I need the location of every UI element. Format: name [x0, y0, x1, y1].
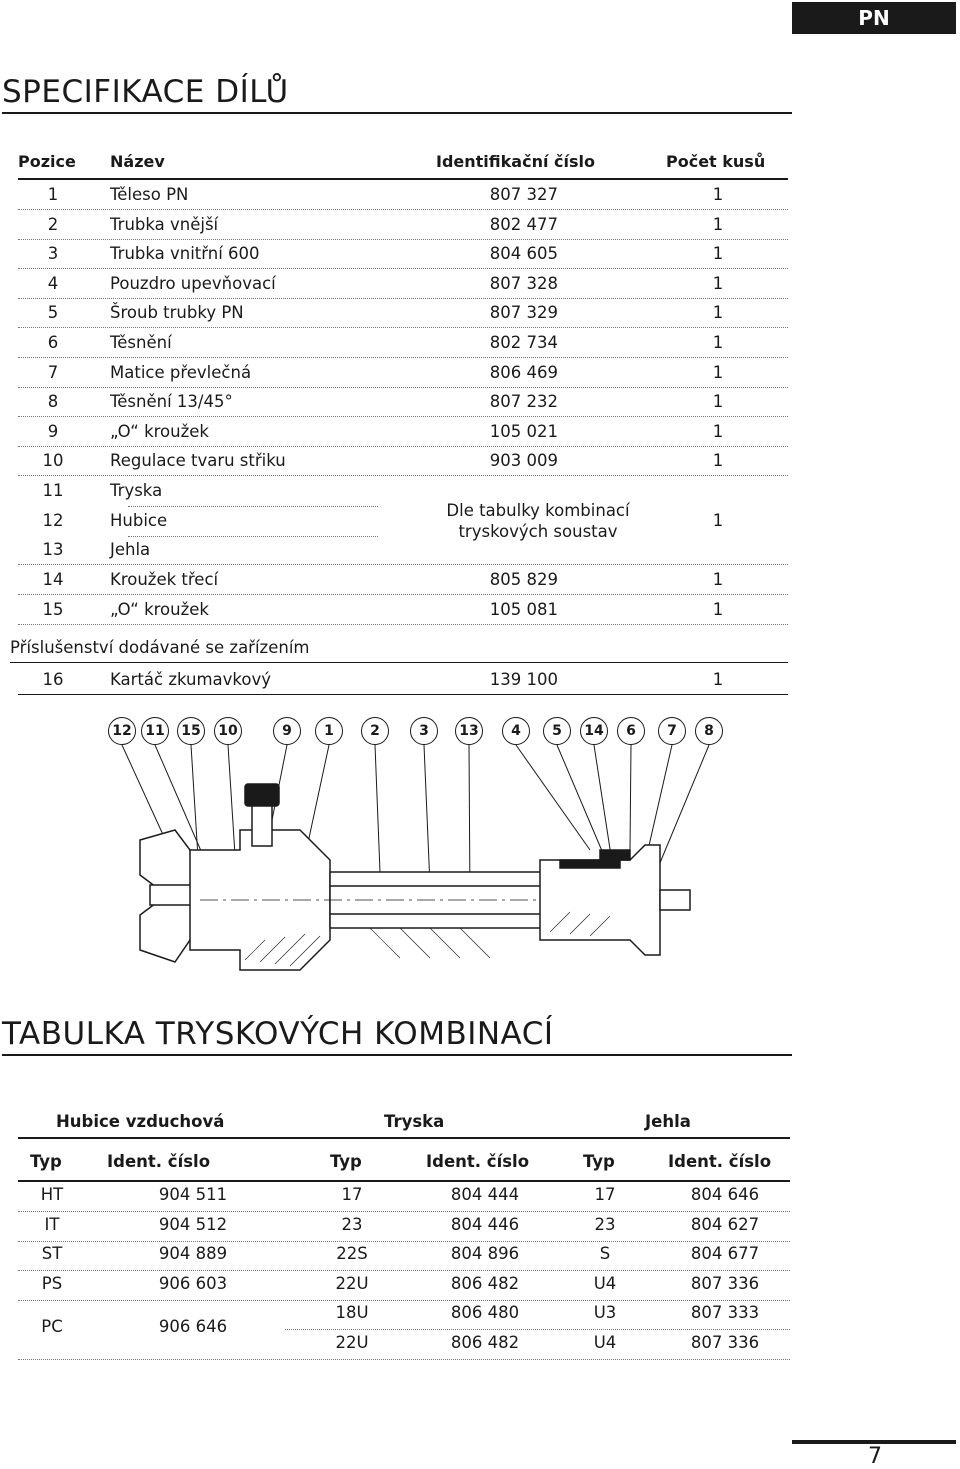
combo-subheader: Typ	[330, 1152, 362, 1171]
row-name: „O“ kroužek	[110, 599, 209, 619]
parts-row	[18, 210, 788, 240]
row-id: 903 009	[489, 451, 558, 471]
row-id: 806 469	[489, 362, 558, 382]
callout-circle: 8	[695, 717, 723, 745]
row-id: 105 081	[489, 599, 558, 619]
callout-circle: 14	[580, 717, 608, 745]
row-qty: 1	[712, 303, 724, 323]
row-qty: 1	[712, 333, 724, 352]
row-name: Kartáč zkumavkový	[110, 670, 272, 689]
combo-cell: PC	[41, 1317, 63, 1337]
combo-cell: 22U	[335, 1333, 369, 1352]
combo-cell: 17	[594, 1185, 616, 1204]
col-header-id: Identifikační číslo	[436, 152, 595, 171]
group-divider	[128, 505, 378, 507]
row-name: Pouzdro upevňovací	[110, 273, 276, 293]
combo-cell: 906 603	[158, 1273, 228, 1293]
combo-cell: 804 677	[690, 1244, 760, 1264]
row-qty: 1	[712, 670, 724, 689]
row-qty: 1	[712, 244, 724, 264]
combo-cell: 904 512	[158, 1214, 228, 1234]
row-pos: 14	[42, 570, 64, 589]
combo-cell: 904 511	[158, 1185, 228, 1204]
combo-cell: U4	[593, 1333, 617, 1352]
row-id: 802 734	[489, 333, 558, 352]
parts-row	[18, 328, 788, 358]
row-pos: 3	[47, 244, 59, 264]
combo-cell: 804 646	[690, 1185, 760, 1204]
parts-row	[18, 387, 788, 417]
combo-cell: 806 480	[450, 1303, 520, 1323]
combo-row-divider	[285, 1328, 790, 1330]
callout-circle: 2	[361, 717, 389, 745]
row-name: Šroub trubky PN	[110, 303, 244, 323]
row-qty: 1	[712, 214, 724, 234]
combo-subheader: Typ	[30, 1152, 62, 1171]
row-pos: 9	[47, 421, 59, 441]
row-name: Trubka vnější	[110, 214, 219, 234]
combo-cell: 17	[341, 1185, 363, 1204]
row-pos: 13	[42, 540, 64, 559]
row-name: Matice převlečná	[110, 362, 252, 382]
combo-cell: 804 446	[450, 1214, 520, 1234]
accessories-rule	[10, 662, 788, 663]
combo-cell: 18U	[335, 1303, 369, 1323]
row-pos: 2	[47, 214, 59, 234]
combo-row-divider	[18, 1269, 790, 1271]
combo-subheader: Ident. číslo	[426, 1152, 530, 1171]
row-pos: 7	[47, 362, 59, 382]
row-qty: 1	[712, 392, 724, 412]
parts-row	[18, 595, 788, 625]
row-qty: 1	[712, 421, 724, 441]
row-name: Těleso PN	[110, 185, 189, 204]
row-name: Hubice	[110, 511, 168, 530]
row-id: 105 021	[489, 421, 558, 441]
col-header-pos: Pozice	[18, 152, 76, 171]
parts-row	[18, 269, 788, 299]
combo-cell: S	[599, 1244, 611, 1264]
row-pos: 1	[47, 185, 59, 204]
row-name: Tryska	[110, 481, 163, 500]
combo-cell: 804 896	[450, 1244, 520, 1264]
group-id-note	[408, 500, 668, 542]
row-qty: 1	[712, 185, 724, 204]
row-pos: 4	[47, 273, 59, 293]
combo-cell: 806 482	[450, 1333, 520, 1352]
group-divider	[128, 535, 378, 537]
row-qty: 1	[712, 451, 724, 471]
accessories-title: Příslušenství dodávané se zařízením	[10, 638, 310, 657]
group-header-air-cap: Hubice vzduchová	[56, 1112, 225, 1131]
row-id: 139 100	[489, 670, 558, 689]
group-id-line1: Dle tabulky kombinací	[446, 501, 630, 520]
row-pos: 5	[47, 303, 59, 323]
row-name: Těsnění	[110, 333, 172, 352]
combo-cell: 807 336	[690, 1333, 760, 1352]
assembly-drawing	[0, 700, 960, 1000]
section-badge: PN	[792, 2, 956, 34]
group-header-nozzle: Tryska	[384, 1112, 445, 1131]
section-title-combos: TABULKA TRYSKOVÝCH KOMBINACÍ	[2, 1016, 792, 1056]
row-id: 807 232	[489, 392, 558, 412]
callout-circle: 15	[177, 717, 205, 745]
combo-cell: 804 444	[450, 1185, 520, 1204]
section-title-parts: SPECIFIKACE DÍLŮ	[2, 74, 792, 114]
group-header-needle: Jehla	[645, 1112, 691, 1131]
combo-cell: 22S	[336, 1244, 368, 1264]
group-id-line2: tryskových soustav	[458, 522, 618, 541]
combo-subheader: Typ	[583, 1152, 615, 1171]
combo-cell: 806 482	[450, 1273, 520, 1293]
parts-row	[18, 180, 788, 210]
row-name: Trubka vnitřní 600	[110, 244, 260, 264]
callout-circle: 12	[108, 717, 136, 745]
callout-circle: 7	[658, 717, 686, 745]
row-name: „O“ kroužek	[110, 421, 209, 441]
combo-cell: 906 646	[158, 1317, 228, 1337]
combo-group-rule	[18, 1137, 790, 1139]
parts-group-row	[18, 476, 788, 565]
combo-cell: HT	[40, 1185, 64, 1204]
accessory-row	[18, 665, 788, 695]
combo-cell: U4	[593, 1273, 617, 1293]
col-header-qty: Počet kusů	[666, 152, 766, 171]
row-pos: 12	[42, 511, 64, 530]
combo-cell: ST	[41, 1244, 63, 1264]
combo-cell: PS	[41, 1273, 63, 1293]
row-name: Regulace tvaru střiku	[110, 451, 286, 471]
combo-subheader: Ident. číslo	[107, 1152, 211, 1171]
row-id: 807 328	[489, 273, 558, 293]
row-id: 807 327	[489, 185, 558, 204]
combo-cell: IT	[44, 1214, 60, 1234]
row-pos: 16	[42, 670, 64, 689]
row-name: Kroužek třecí	[110, 570, 219, 589]
row-id: 807 329	[489, 303, 558, 323]
row-qty: 1	[712, 273, 724, 293]
row-id: 802 477	[489, 214, 558, 234]
callout-circle: 4	[502, 717, 530, 745]
parts-row	[18, 239, 788, 269]
parts-row	[18, 298, 788, 328]
row-id: 804 605	[489, 244, 558, 264]
parts-row	[18, 565, 788, 595]
combo-subheader: Ident. číslo	[668, 1152, 772, 1171]
row-name: Jehla	[110, 540, 151, 559]
parts-row	[18, 358, 788, 388]
combo-cell: 804 627	[690, 1214, 760, 1234]
callout-circle: 10	[214, 717, 242, 745]
combo-row-divider	[18, 1240, 790, 1242]
combo-cell: 22U	[335, 1273, 369, 1293]
parts-row	[18, 417, 788, 447]
page-number: 7	[868, 1444, 882, 1469]
combo-cell: 23	[341, 1214, 363, 1234]
row-qty: 1	[712, 599, 724, 619]
combo-row-divider	[18, 1358, 790, 1360]
combo-row-divider	[18, 1299, 790, 1301]
row-pos: 10	[42, 451, 64, 471]
callout-circle: 5	[543, 717, 571, 745]
row-qty: 1	[712, 511, 724, 530]
col-header-name: Název	[110, 152, 165, 171]
combo-cell: 23	[594, 1214, 616, 1234]
row-pos: 6	[47, 333, 59, 352]
row-qty: 1	[712, 362, 724, 382]
callout-circle: 13	[455, 717, 483, 745]
combo-row-divider	[18, 1210, 790, 1212]
callout-circle: 11	[141, 717, 169, 745]
combo-cell: 807 336	[690, 1273, 760, 1293]
combo-header-rule	[18, 1180, 790, 1182]
callout-circle: 3	[410, 717, 438, 745]
row-id: 805 829	[489, 570, 558, 589]
combo-cell: U3	[593, 1303, 617, 1323]
row-name: Těsnění 13/45°	[110, 392, 233, 412]
row-pos: 8	[47, 392, 59, 412]
combo-cell: 904 889	[158, 1244, 228, 1264]
row-pos: 11	[42, 481, 64, 500]
callout-circle: 1	[315, 717, 343, 745]
combo-cell: 807 333	[690, 1303, 760, 1323]
row-pos: 15	[42, 599, 64, 619]
row-qty: 1	[712, 570, 724, 589]
parts-row	[18, 446, 788, 476]
callout-circle: 9	[273, 717, 301, 745]
callout-circle: 6	[617, 717, 645, 745]
